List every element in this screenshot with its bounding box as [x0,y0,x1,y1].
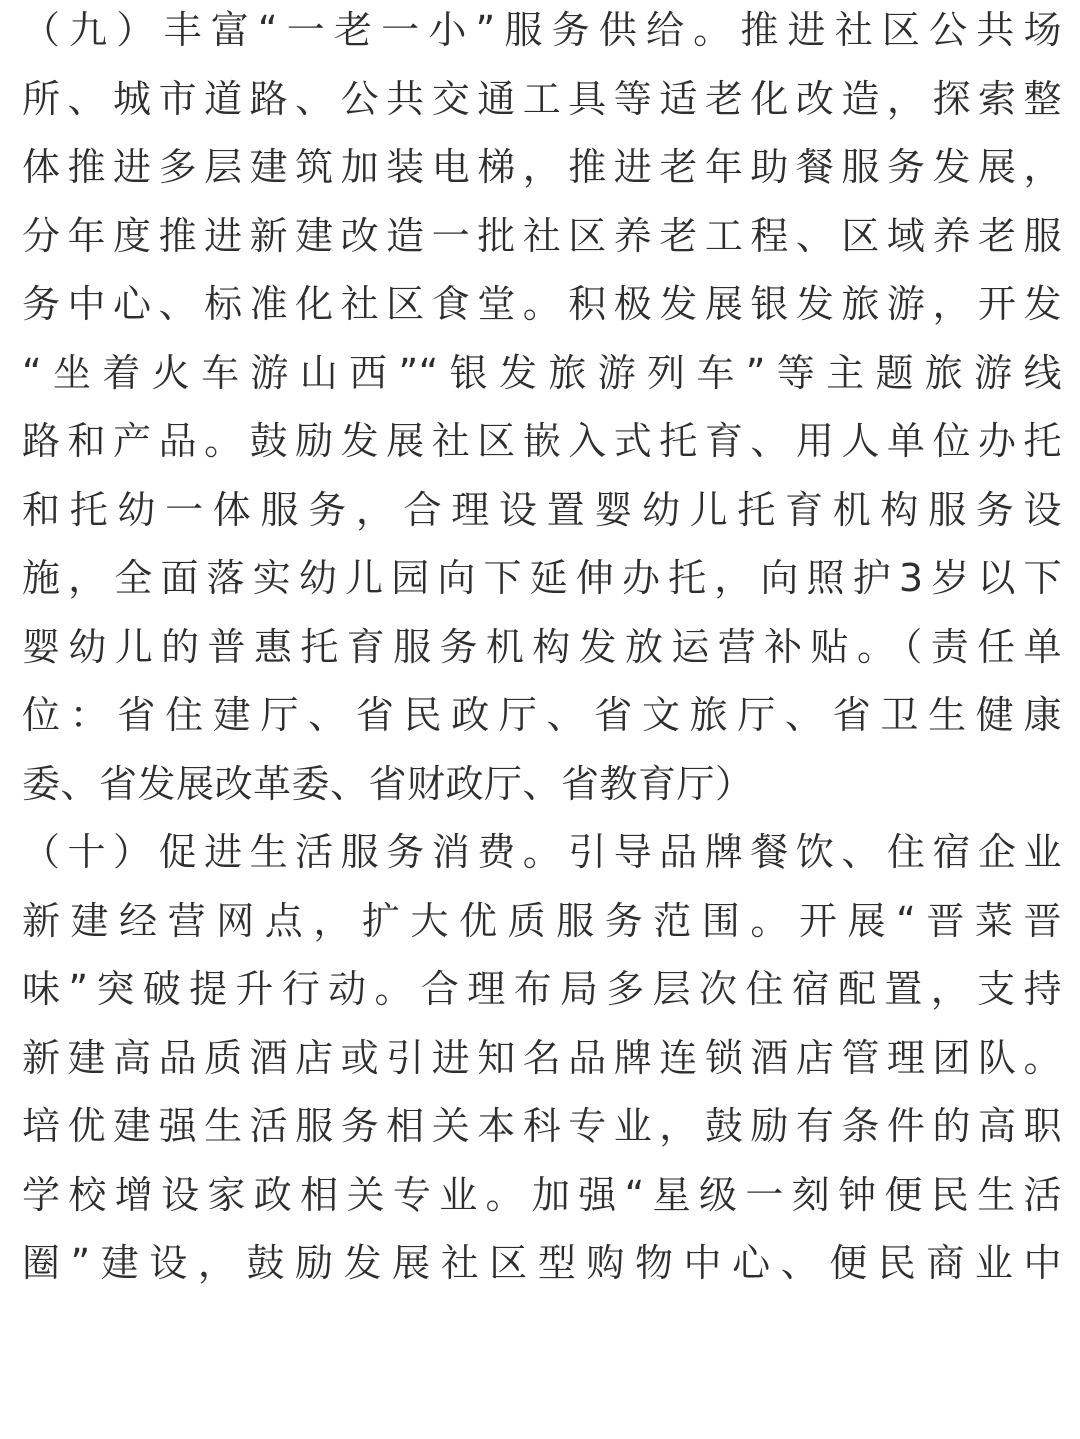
text-line: 路和产品。鼓励发展社区嵌入式托育、用人单位办托 [22,419,1062,463]
paragraph-9 [22,0,1062,818]
text-line: 体推进多层建筑加装电梯，推进老年助餐服务发展， [22,145,1062,189]
text-line: （十）促进生活服务消费。引导品牌餐饮、住宿企业 [22,830,1062,874]
text-line: 委、省发展改革委、省财政厅、省教育厅） [22,761,754,806]
text-line: 施，全面落实幼儿园向下延伸办托，向照护3岁以下 [22,556,1062,600]
paragraph-10 [22,818,1062,1298]
text-line: 务中心、标准化社区食堂。积极发展银发旅游，开发 [22,282,1062,326]
article-body [22,0,1062,1298]
text-line: 圈”建设，鼓励发展社区型购物中心、便民商业中 [22,1241,1062,1285]
text-line: 婴幼儿的普惠托育服务机构发放运营补贴。（责任单 [22,624,1062,669]
text-line: （九）丰富“一老一小”服务供给。推进社区公共场 [22,8,1062,52]
text-line: 所、城市道路、公共交通工具等适老化改造，探索整 [22,76,1062,121]
text-line: 新建经营网点，扩大优质服务范围。开展“晋菜晋 [22,898,1062,943]
text-line: 培优建强生活服务相关本科专业，鼓励有条件的高职 [22,1104,1062,1148]
text-line: 味”突破提升行动。合理布局多层次住宿配置，支持 [22,967,1062,1011]
text-line: 和托幼一体服务，合理设置婴幼儿托育机构服务设 [22,487,1062,532]
text-line: 新建高品质酒店或引进知名品牌连锁酒店管理团队。 [22,1035,1062,1080]
text-line: 位：省住建厅、省民政厅、省文旅厅、省卫生健康 [22,693,1062,737]
text-line: “坐着火车游山西”“银发旅游列车”等主题旅游线 [22,350,1062,395]
text-line: 分年度推进新建改造一批社区养老工程、区域养老服 [22,213,1062,258]
text-line: 学校增设家政相关专业。加强“星级一刻钟便民生活 [22,1172,1062,1217]
